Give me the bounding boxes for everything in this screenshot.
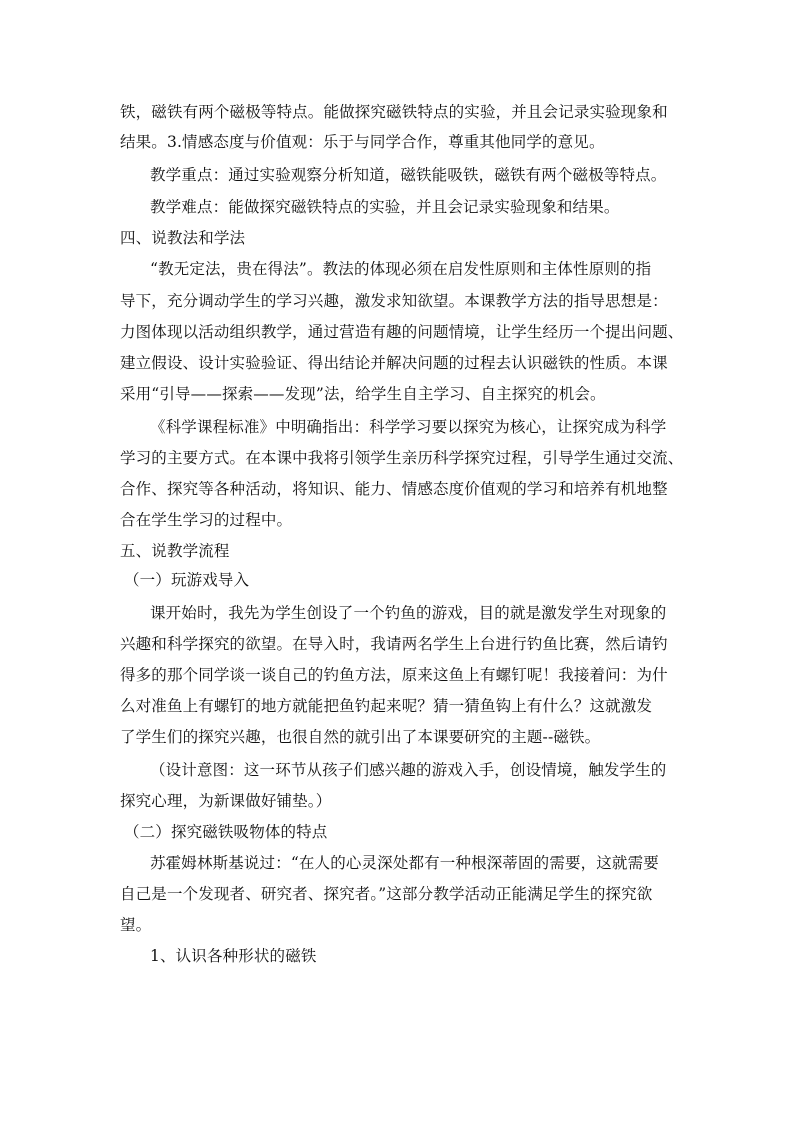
section-heading: 四、说教法和学法: [120, 229, 246, 247]
text-line: 结果。3.情感态度与价值观：乐于与同学合作，尊重其他同学的意见。: [120, 133, 605, 151]
text-line: 教学难点：能做探究磁铁特点的实验，并且会记录实验现象和结果。: [150, 198, 620, 216]
subsection-heading: （二）探究磁铁吸物体的特点: [124, 823, 328, 841]
list-item: 1、认识各种形状的磁铁: [150, 947, 317, 965]
text-line: 采用“引导——探索——发现”法，给学生自主学习、自主探究的机会。: [120, 385, 606, 403]
text-line: 课开始时，我先为学生创设了一个钓鱼的游戏，目的就是激发学生对现象的: [150, 604, 667, 622]
text-line: 《科学课程标准》中明确指出：科学学习要以探究为核心，让探究成为科学: [150, 418, 667, 436]
text-line: 探究心理，为新课做好铺垫。）: [120, 792, 332, 810]
text-line: 建立假设、设计实验验证、得出结论并解决问题的过程去认识磁铁的性质。本课: [120, 354, 668, 372]
text-line: 得多的那个同学谈一谈自己的钓鱼方法，原来这鱼上有螺钉呢！我接着问：为什: [120, 666, 668, 684]
text-line: 兴趣和科学探究的欲望。在导入时，我请两名学生上台进行钓鱼比赛，然后请钓: [120, 635, 668, 653]
text-line: 自己是一个发现者、研究者、探究者。”这部分教学活动正能满足学生的探究欲: [120, 885, 653, 903]
text-line: 苏霍姆林斯基说过：“在人的心灵深处都有一种根深蒂固的需要，这就需要: [150, 854, 659, 872]
text-line: 合作、探究等各种活动，将知识、能力、情感态度价值观的学习和培养有机地整: [120, 480, 668, 498]
text-line: 铁，磁铁有两个磁极等特点。能做探究磁铁特点的实验，并且会记录实验现象和: [120, 103, 668, 121]
section-heading: 五、说教学流程: [120, 542, 230, 560]
text-line: 导下，充分调动学生的学习兴趣，激发求知欲望。本课教学方法的指导思想是：: [120, 292, 668, 310]
text-line: 合在学生学习的过程中。: [120, 511, 293, 529]
text-line: 力图体现以活动组织教学，通过营造有趣的问题情境，让学生经历一个提出问题、: [120, 323, 684, 341]
text-line: 望。: [120, 916, 152, 934]
subsection-heading: （一）玩游戏导入: [124, 571, 250, 589]
text-line: 了学生们的探究兴趣，也很自然的就引出了本课要研究的主题--磁铁。: [120, 728, 601, 746]
text-line: 学习的主要方式。在本课中我将引领学生亲历科学探究过程，引导学生通过交流、: [120, 449, 684, 467]
text-line: 教学重点：通过实验观察分析知道，磁铁能吸铁，磁铁有两个磁极等特点。: [150, 166, 667, 184]
text-line: （设计意图：这一环节从孩子们感兴趣的游戏入手，创设情境，触发学生的: [150, 761, 667, 779]
text-line: 么对准鱼上有螺钉的地方就能把鱼钓起来呢？猜一猜鱼钩上有什么？这就激发: [120, 697, 653, 715]
text-line: “教无定法，贵在得法”。教法的体现必须在启发性原则和主体性原则的指: [150, 260, 652, 278]
